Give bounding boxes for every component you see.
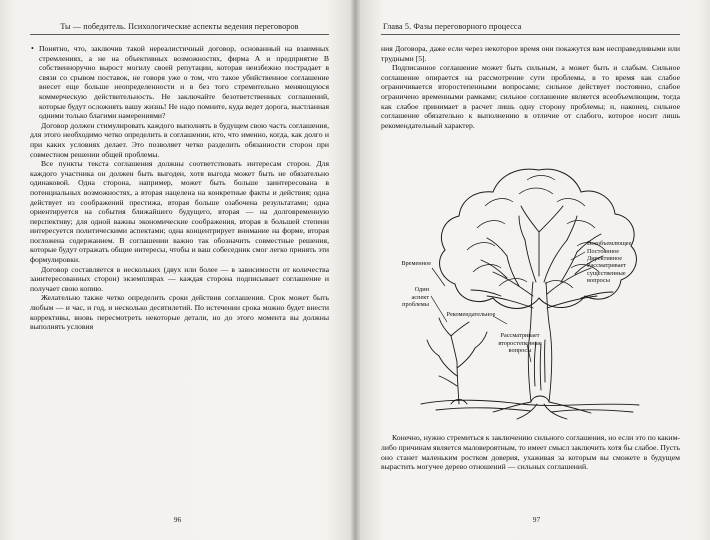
paragraph: Договор должен стимулировать каждого выполнять в будущем свою часть соглашения, для этого необходимо четко определить в соглашении, кто, что именно, когда, как долго и при каких условиях делает. Это позволяет четко разделить обязанности сторон при совместном решении общей проблемы. <box>30 120 329 159</box>
left-running-head: Ты — победитель. Психологические аспекты ведения переговоров <box>30 22 329 35</box>
right-page-text-column-top <box>381 44 680 130</box>
paragraph: Подписанное соглашение может быть сильным, а может быть и слабым. Сильное соглашение опирается на рассмотрение сути проблемы, в то время как слабое ограничивается второстепенными вопросами; сильное действует постоянно, слабое ограничено временными рамками; сильное соглашение является всеобъемлющим, тогда как слабое принимает в расчет лишь одну сторону проблемы; и, наконец, сильное соглашение обязательно к выполнению в отличие от слабого, которое носит лишь рекомендательный характер. <box>381 63 680 130</box>
tree-of-agreement-illustration <box>381 136 680 426</box>
right-page <box>355 0 710 540</box>
paragraph: Желательно также четко определить сроки действия соглашения. Срок может быть любым — и час, и год, и несколько десятилетий. По истечении срока можно будет внести коррективы, вновь пересмотреть некоторые детали, но до этого момента вы должны выполнять условия <box>30 293 329 332</box>
paragraph: ния Договора, даже если через некоторое время они покажутся вам несправедливыми или трудными [5]. <box>381 44 680 63</box>
paragraph: Все пункты текста соглашения должны соответствовать интересам сторон. Для каждого участника он должен быть выгоден, хотя выгода может быть не обязательно одинаковой. Одна сторона, например, может быть больше заинтересована в потенциальных возможностях, а вторая нацелена на конкретные факты и действия; одна действует из соображений престижа, вторая больше озабочена результатами; одна ориентируется на события ближайшего будущего, вторая — на долговременную перспективу; для одной важны экономические соображения, вторая в большей степени интересуется политическими аспектами; одна концентрирует внимание на форме, вторая погложена содержанием. В соглашении важно так обозначить совместные решения, которые будут отражать общие интересы, чтобы и ваш собеседник смог легко принять эти формулировки. <box>30 159 329 265</box>
left-page-text-column <box>30 44 329 332</box>
figure-label-recommendatory: Рекомендательное <box>446 311 496 319</box>
figure-label-comprehensive: Всеобъемлющее Постоянное Директивное Рассматривает существенные вопросы <box>587 240 632 284</box>
paragraph: Договор составляется в нескольких (двух или более — в зависимости от количества заинтересованных сторон) экземплярах — каждая сторона подписывает соглашение и получает свою копию. <box>30 264 329 293</box>
figure-label-secondary-issues: Рассматривает второстепенные вопросы <box>498 332 542 354</box>
figure-label-one-aspect: Один аспект проблемы <box>402 286 429 308</box>
right-page-text-column-bottom <box>381 433 680 471</box>
paragraph: • Понятно, что, заключив такой нереалистичный договор, основанный на взаимных стремлениях, а не на объективных возможностях, фирма А и предприятие В собственноручно вырост могилу своей репутации, которая неизбежно пострадает в связи со срывом поставок, не говоря уже о том, что такое убийственное соглашение внесет еще больше неопределенности и в без того стремительно меняющуюся коммерческую действительность. Не заключайте безответственных соглашений, которые будут осложнять вашу жизнь! Не надо помните, куда ведет дорога, выстланная одними только благими намерениями? <box>30 44 329 121</box>
left-page-number: 96 <box>173 515 182 524</box>
right-page-number: 97 <box>532 515 541 524</box>
figure-label-temporary: Временное <box>401 260 431 268</box>
paragraph: Конечно, нужно стремиться к заключению сильного соглашения, но если это по каким-либо причинам является маловероятным, то имеет смысл заключить хотя бы слабое. Пусть оно станет маленьким ростком доверия, ухаживая за которым вы сможете в будущем вырастить могучее дерево отношений — сильных соглашений. <box>381 433 680 472</box>
right-running-head: Глава 5. Фазы переговорного процесса <box>381 22 680 35</box>
